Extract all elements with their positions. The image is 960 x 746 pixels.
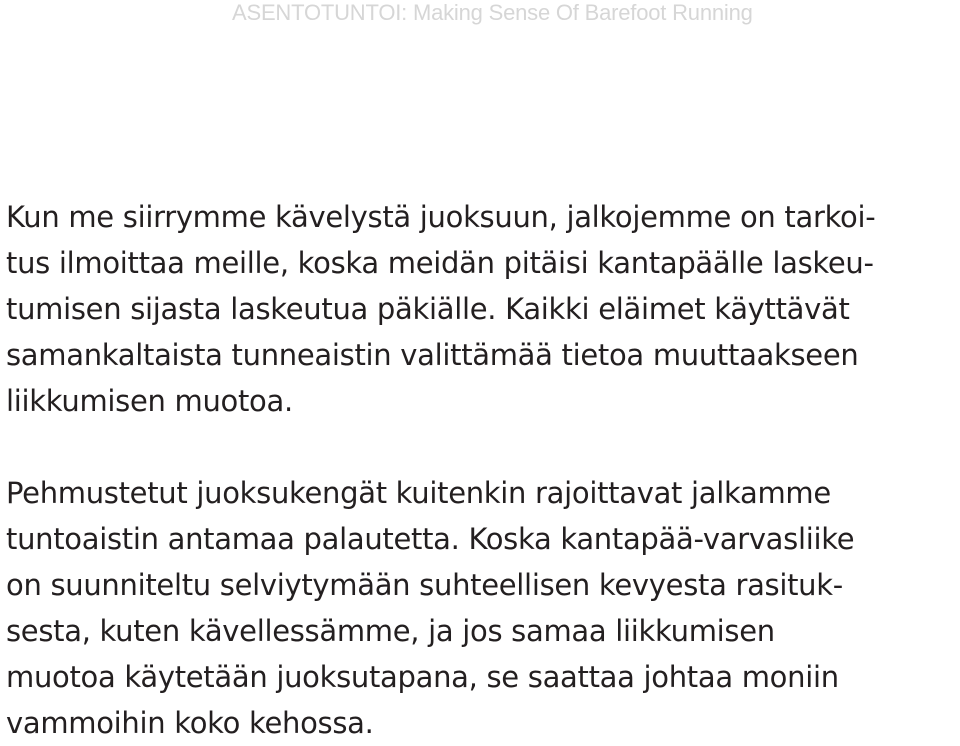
text-line: Kun me siirrymme kävelystä juoksuun, jalkojemme on tarkoi- [6,200,876,234]
text-line: on suunniteltu selviytymään suhteellisen kevyesta rasituk- [6,568,843,602]
text-line: tuntoaistin antamaa palautetta. Koska kantapää-varvasliike [6,522,855,556]
text-line: Pehmustetut juoksukengät kuitenkin rajoittavat jalkamme [6,476,831,510]
text-line: muotoa käytetään juoksutapana, se saattaa johtaa moniin [6,660,839,694]
text-line: sesta, kuten kävellessämme, ja jos samaa liikkumisen [6,614,775,648]
text-line: samankaltaista tunneaistin valittämää tietoa muuttaakseen [6,338,859,372]
paragraph-1 [6,194,954,424]
text-line: tumisen sijasta laskeutua päkiälle. Kaikki eläimet käyttävät [6,292,850,326]
text-line: tus ilmoittaa meille, koska meidän pitäisi kantapäälle laskeu- [6,246,874,280]
text-line: liikkumisen muotoa. [6,384,293,418]
text-line: vammoihin koko kehossa. [6,706,374,740]
running-header: ASENTOTUNTOI: Making Sense Of Barefoot Running [232,0,753,25]
paragraph-2 [6,470,954,746]
